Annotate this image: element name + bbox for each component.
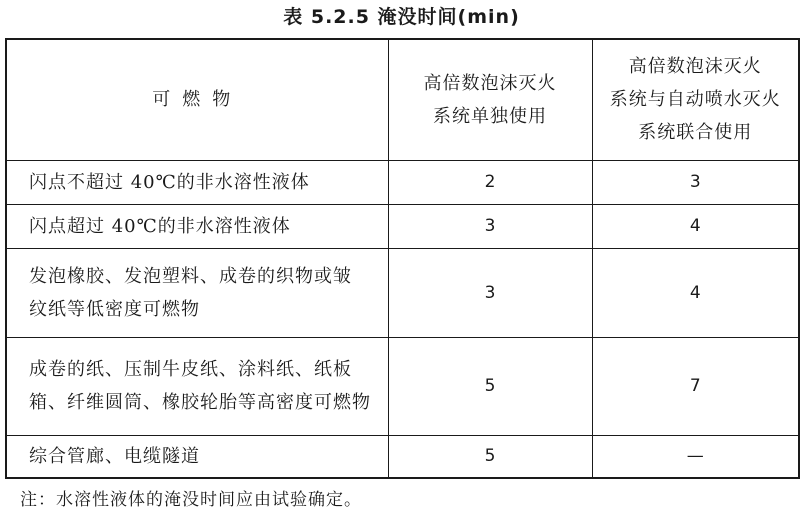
header-combined [592,39,799,160]
cell-combined: 3 [592,160,799,204]
table-row [6,248,799,337]
submergence-time-table [5,38,800,479]
table-row [6,337,799,435]
table-header-row [6,39,799,160]
row-name [6,435,388,478]
header-combined-line-3: 系统联合使用 [638,122,753,144]
cell-alone: 3 [388,204,592,248]
row-name-line: 箱、纤维圆筒、橡胶轮胎等高密度可燃物 [29,392,371,413]
row-name-line: 闪点不超过 40℃的非水溶性液体 [29,171,310,193]
row-name-line: 纹纸等低密度可燃物 [29,298,200,320]
row-name-line: 成卷的纸、压制牛皮纸、涂料纸、纸板 [29,359,352,380]
cell-combined: — [592,435,799,478]
header-combined-line-1: 高倍数泡沫灭火 [628,56,762,78]
header-alone-line-2: 系统单独使用 [433,105,547,127]
cell-alone: 3 [388,248,592,337]
header-alone [388,39,592,160]
cell-combined: 7 [592,337,799,435]
table-row [6,160,799,204]
cell-alone: 2 [388,160,592,204]
row-name [6,248,388,337]
header-alone-line-1: 高倍数泡沫灭火 [423,72,557,94]
cell-combined: 4 [592,204,799,248]
table-title: 表 5.2.5 淹没时间(min) [283,6,520,28]
row-name-line: 综合管廊、电缆隧道 [29,445,200,467]
row-name [6,337,388,435]
row-name [6,160,388,204]
row-name-line: 发泡橡胶、发泡塑料、成卷的织物或皱 [29,265,352,287]
row-name [6,204,388,248]
cell-combined: 4 [592,248,799,337]
table-note: 注：水溶性液体的淹没时间应由试验确定。 [20,490,362,510]
row-name-line: 闪点超过 40℃的非水溶性液体 [29,215,291,237]
header-combined-line-2: 系统与自动喷水灭火 [609,89,781,111]
table-row [6,204,799,248]
cell-alone: 5 [388,435,592,478]
cell-alone: 5 [388,337,592,435]
header-combustible: 可燃物 [6,39,388,160]
table-row [6,435,799,478]
